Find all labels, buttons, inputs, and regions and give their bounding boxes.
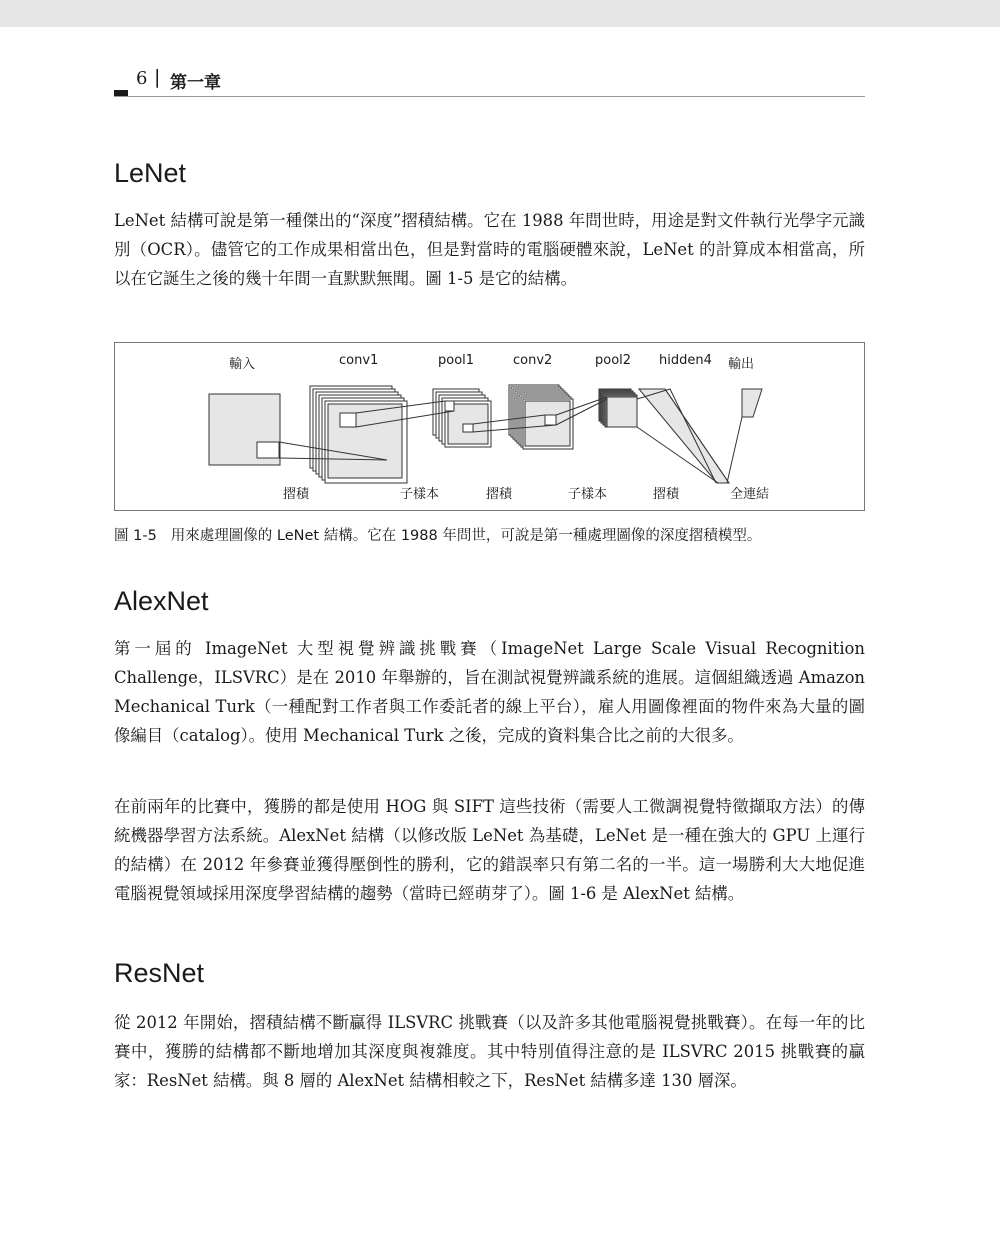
hidden4-layer xyxy=(639,389,729,483)
section-title-lenet: LeNet xyxy=(114,158,187,188)
lenet-figure xyxy=(114,342,865,511)
section-title-resnet: ResNet xyxy=(114,958,205,988)
label-hidden4: hidden4 xyxy=(659,353,712,368)
label-convolution: 摺積 xyxy=(653,487,680,502)
label-subsampling: 子樣本 xyxy=(400,487,440,502)
output-layer xyxy=(742,389,762,417)
paragraph-alexnet-2: 在前兩年的比賽中，獲勝的都是使用 HOG 與 SIFT 這些技術（需要人工微調視覺特徵擷取方法）的傳統機器學習方法系統。AlexNet 結構（以修改版 LeNet 為基礎，LeNet 是一種在強大的 GPU 上運行的結構）在 2012 年參賽並獲得壓倒性的勝利，它的錯誤率只有第二名的一半。這一場勝利大大地促進電腦視覺領域採用深度學習結構的趨勢（當時已經萌芽了）。圖 1-6 是 AlexNet 結構。 xyxy=(114,797,865,903)
figure-caption xyxy=(114,524,865,545)
label-input: 輸入 xyxy=(229,357,256,372)
connector-line xyxy=(637,389,716,483)
top-bar xyxy=(0,0,1000,27)
conv2-receptive-field xyxy=(545,415,556,425)
header-marker xyxy=(114,90,128,96)
label-conv1: conv1 xyxy=(339,353,379,368)
label-fully-connected: 全連結 xyxy=(730,487,770,502)
pool1-stack xyxy=(433,389,491,447)
pool1-window xyxy=(463,424,473,432)
label-output: 輸出 xyxy=(728,357,755,372)
caption-number: 圖 1-5 xyxy=(114,528,157,544)
label-convolution: 摺積 xyxy=(283,487,310,502)
input-receptive-field xyxy=(257,442,279,458)
header-separator: | xyxy=(154,66,161,88)
conv1-stack xyxy=(310,386,407,483)
running-header xyxy=(114,66,865,97)
caption-text: 用來處理圖像的 LeNet 結構。它在 1988 年問世，可說是第一種處理圖像的深度摺積模型。 xyxy=(170,528,762,544)
label-convolution: 摺積 xyxy=(486,487,513,502)
connector-line xyxy=(727,417,742,483)
label-pool1: pool1 xyxy=(438,353,475,368)
page-number: 6 xyxy=(136,68,148,89)
label-pool2: pool2 xyxy=(595,353,632,368)
paragraph-lenet: LeNet 結構可說是第一種傑出的“深度”摺積結構。它在 1988 年問世時，用途是對文件執行光學字元識別（OCR）。儘管它的工作成果相當出色，但是對當時的電腦硬體來說，LeNet 的計算成本相當高，所以在它誕生之後的幾十年間一直默默無聞。圖 1-5 是它的結構。 xyxy=(114,211,865,288)
paragraph-alexnet-1: 第一屆的 ImageNet 大型視覺辨識挑戰賽（ImageNet Large Scale Visual Recognition Challenge，ILSVRC）是在 2010 年舉辦的，旨在測試視覺辨識系統的進展。這個組織透過 Amazon Mechanical Turk（一種配對工作者與工作委託者的線上平台），雇人用圖像裡面的物件來為大量的圖像編目（catalog）。使用 Mechanical Turk 之後，完成的資料集合比之前的大很多。 xyxy=(114,639,865,745)
label-conv2: conv2 xyxy=(513,353,553,368)
pool1-receptive-field xyxy=(445,401,454,411)
section-title-alexnet: AlexNet xyxy=(114,586,209,616)
conv1-receptive-field xyxy=(340,413,356,427)
conv2-stack xyxy=(509,385,573,449)
chapter-title: 第一章 xyxy=(170,73,221,93)
pool2-stack xyxy=(599,389,637,427)
label-subsampling: 子樣本 xyxy=(568,487,608,502)
paragraph-resnet: 從 2012 年開始，摺積結構不斷贏得 ILSVRC 挑戰賽（以及許多其他電腦視覺挑戰賽）。在每一年的比賽中，獲勝的結構都不斷地增加其深度與複雜度。其中特別值得注意的是 ILSVRC 2015 挑戰賽的贏家：ResNet 結構。與 8 層的 AlexNet 結構相較之下，ResNet 結構多達 130 層深。 xyxy=(114,1013,865,1090)
